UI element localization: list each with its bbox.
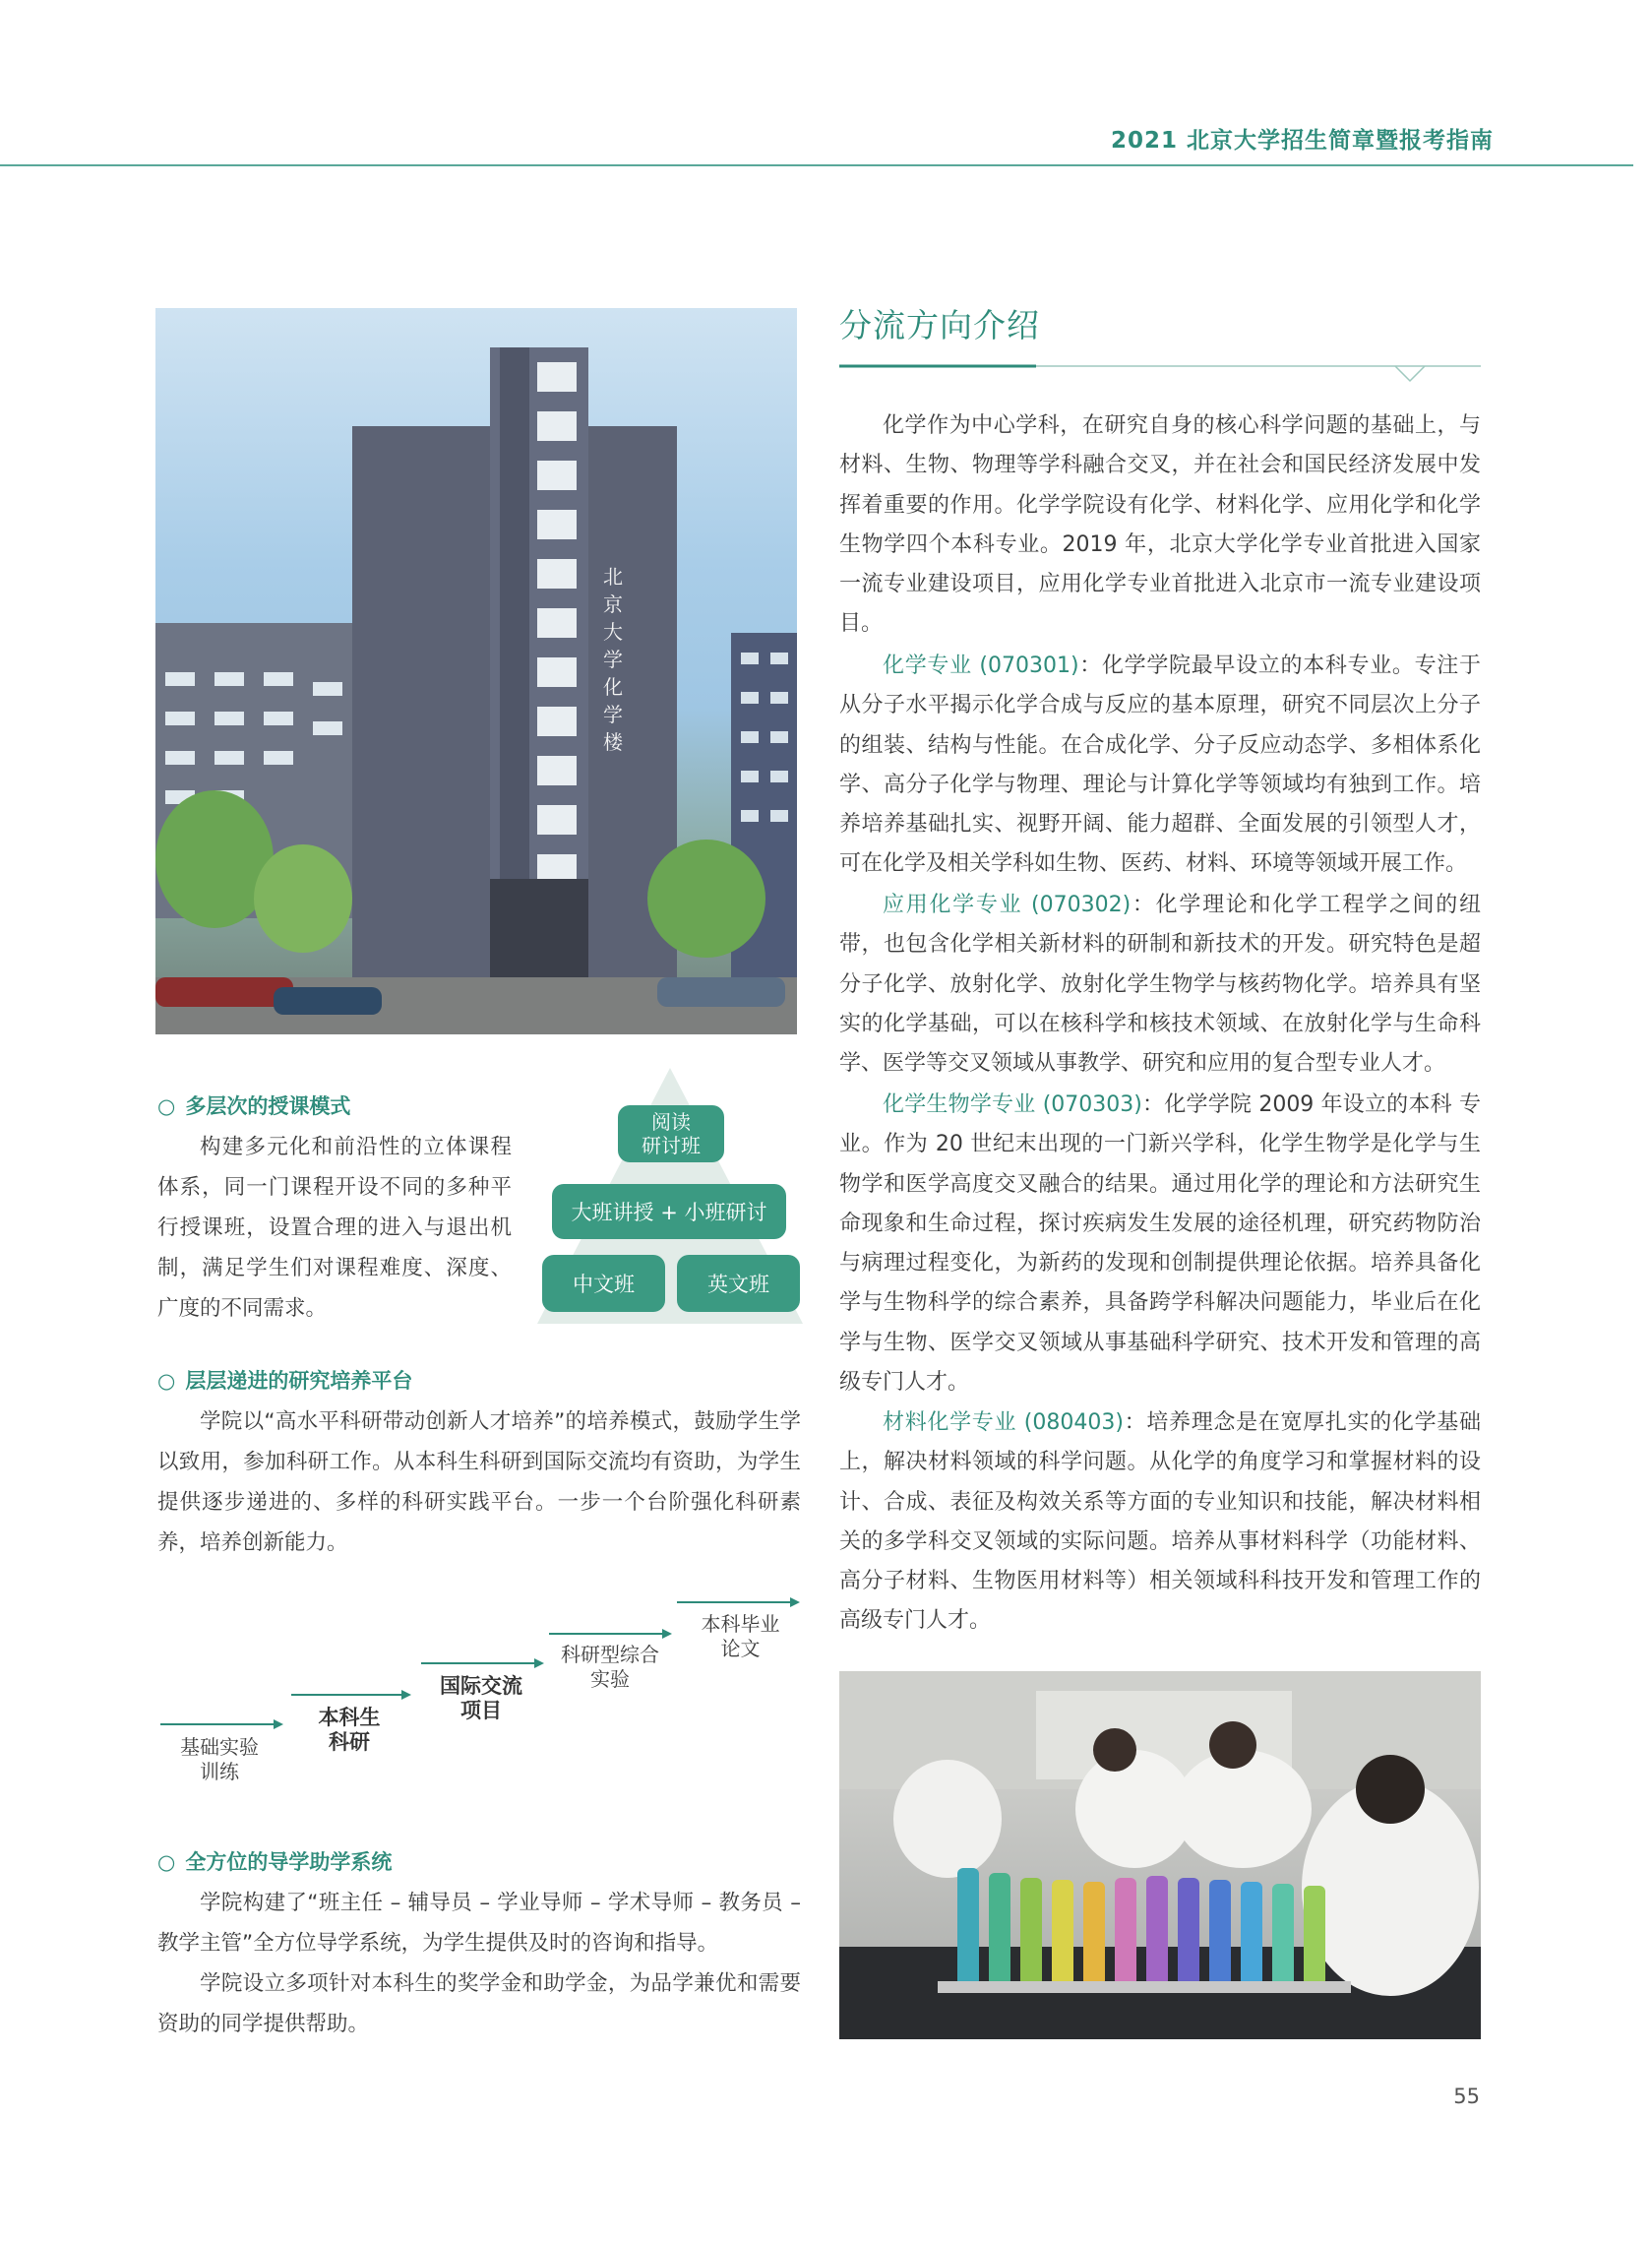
step-line: 本科毕业	[701, 1612, 780, 1636]
sign-char: 大	[603, 620, 623, 644]
step-line: 训练	[200, 1760, 239, 1783]
step-line: 本科生	[318, 1706, 381, 1729]
building-sign	[603, 565, 624, 754]
teaching-pyramid	[537, 1068, 803, 1324]
research-platform-heading	[157, 1365, 412, 1395]
pyramid-lecture-seminar: 大班讲授 + 小班研讨	[552, 1184, 786, 1239]
teaching-model-heading-text: 多层次的授课模式	[185, 1094, 351, 1118]
teaching-model-heading	[157, 1090, 350, 1120]
guidance-text-2: 学院设立多项针对本科生的奖学金和助学金，为品学兼优和需要资助的同学提供帮助。	[157, 1971, 801, 2036]
step-line: 实验	[590, 1667, 630, 1691]
step-line: 基础实验	[180, 1735, 259, 1759]
step-graduation-thesis	[679, 1612, 802, 1661]
sign-char: 京	[603, 592, 623, 616]
major-chemical-biology-paragraph	[839, 1086, 1481, 1402]
major-materials-chemistry-paragraph	[839, 1403, 1481, 1642]
research-platform-text: 学院以“高水平科研带动创新人才培养”的培养模式，鼓励学生学以致用，参加科研工作。从本科生科研到国际交流均有资助，为学生提供逐步递进的、多样的科研实践平台。一步一个台阶强化科研素养，培养创新能力。	[157, 1409, 801, 1555]
sign-char: 化	[603, 675, 623, 699]
intro-text: 化学作为中心学科，在研究自身的核心科学问题的基础上，与材料、生物、物理等学科融合交叉，并在社会和国民经济发展中发挥着重要的作用。化学学院设有化学、材料化学、应用化学和化学生物学四个本科专业。2019 年，北京大学化学专业首批进入国家一流专业建设项目，应用化学专业首批进入北京市一流专业建设项目。	[839, 413, 1481, 637]
header-divider	[0, 164, 1633, 166]
intro-paragraph	[839, 406, 1481, 645]
major-applied-chemistry-paragraph	[839, 886, 1481, 1084]
chemistry-building-photo	[155, 308, 797, 1034]
major-chemical-biology-text: ：化学学院 2009 年设立的本科 专业。作为 20 世纪末出现的一门新兴学科，化学生物学是化学与生物学和医学高度交叉融合的结果。通过用化学的理论和方法研究生命现象和生命过程，探讨疾病发生发展的途径机理，研究药物防治与病理过程变化，为新药的发现和创制提供理论依据。培养具备化学与生物科学的综合素养，具备跨学科解决问题能力，毕业后在化学与生物、医学交叉领域从事基础科学研究、技术开发和管理的高级专门人才。	[839, 1092, 1481, 1396]
step-basic-experiment	[160, 1735, 278, 1784]
guidance-text-1: 学院构建了“班主任 – 辅导员 – 学业导师 – 学术导师 – 教务员 – 教学主管”全方位导学系统，为学生提供及时的咨询和指导。	[157, 1891, 801, 1956]
sign-char: 学	[603, 703, 623, 726]
circle-bullet-icon: ○	[157, 1369, 176, 1393]
research-platform-paragraph	[157, 1401, 801, 1563]
major-materials-chemistry-text: ：培养理念是在宽厚扎实的化学基础上，解决材料领域的科学问题。从化学的角度学习和掌握材料的设计、合成、表征及构效关系等方面的专业知识和技能，解决材料相关的多学科交叉领域的实际问题。培养从事材料科学（功能材料、高分子材料、生物医用材料等）相关领域科科技开发和管理工作的高级专门人才。	[839, 1410, 1481, 1634]
running-header-title: 2021 北京大学招生简章暨报考指南	[1110, 128, 1494, 154]
lab-illustration	[839, 1671, 1481, 2039]
major-chemical-biology-name: 化学生物学专业 (070303)	[883, 1092, 1142, 1117]
page-number: 55	[1453, 2085, 1480, 2108]
step-line: 项目	[460, 1699, 502, 1722]
guidance-paragraph-2	[157, 1963, 801, 2044]
pyramid-english-class: 英文班	[677, 1255, 800, 1312]
building-illustration	[155, 308, 797, 1034]
sign-char: 学	[603, 648, 623, 671]
sign-char: 楼	[603, 730, 623, 754]
guidance-system-heading-text: 全方位的导学助学系统	[185, 1850, 393, 1874]
major-chemistry-name: 化学专业 (070301)	[883, 654, 1079, 678]
sign-char: 北	[603, 565, 623, 589]
teaching-model-paragraph	[157, 1127, 512, 1329]
lab-photo	[839, 1671, 1481, 2039]
section-title: 分流方向介绍	[839, 306, 1040, 344]
major-chemistry-text: ：化学学院最早设立的本科专业。专注于从分子水平揭示化学合成与反应的基本原理，研究不同层次上分子的组装、结构与性能。在合成化学、分子反应动态学、多相体系化学、高分子化学与物理、理论与计算化学等领域均有独到工作。培养培养基础扎实、视野开阔、能力超群、全面发展的引领型人才，可在化学及相关学科如生物、医药、材料、环境等领域开展工作。	[839, 654, 1481, 877]
step-undergrad-research	[295, 1706, 403, 1755]
step-line: 科研型综合	[561, 1643, 659, 1666]
pyramid-top-line2: 研讨班	[642, 1134, 701, 1157]
step-line: 国际交流	[440, 1674, 522, 1698]
step-international-exchange	[417, 1674, 545, 1723]
guidance-system-heading	[157, 1846, 392, 1876]
major-materials-chemistry-name: 材料化学专业 (080403)	[883, 1410, 1124, 1435]
circle-bullet-icon: ○	[157, 1094, 176, 1118]
major-applied-chemistry-text: ：化学理论和化学工程学之间的纽带，也包含化学相关新材料的研制和新技术的开发。研究特色是超分子化学、放射化学、放射化学生物学与核药物化学。培养具有坚实的化学基础，可以在核科学和核技术领域、在放射化学与生命科学、医学等交叉领域从事教学、研究和应用的复合型专业人才。	[839, 893, 1481, 1077]
major-applied-chemistry-name: 应用化学专业 (070302)	[883, 893, 1132, 917]
step-comprehensive-experiment	[546, 1643, 674, 1692]
pyramid-reading-seminar	[618, 1105, 724, 1162]
section-title-rule	[839, 364, 1481, 394]
step-line: 科研	[329, 1730, 370, 1754]
teaching-model-text: 构建多元化和前沿性的立体课程体系，同一门课程开设不同的多种平行授课班，设置合理的进入与退出机制，满足学生们对课程难度、深度、广度的不同需求。	[157, 1135, 512, 1321]
major-chemistry-paragraph	[839, 647, 1481, 885]
circle-bullet-icon: ○	[157, 1850, 176, 1874]
pyramid-chinese-class: 中文班	[542, 1255, 665, 1312]
research-platform-heading-text: 层层递进的研究培养平台	[185, 1369, 413, 1393]
guidance-paragraph-1	[157, 1883, 801, 1963]
step-line: 论文	[720, 1637, 761, 1660]
pyramid-top-line1: 阅读	[651, 1110, 691, 1134]
